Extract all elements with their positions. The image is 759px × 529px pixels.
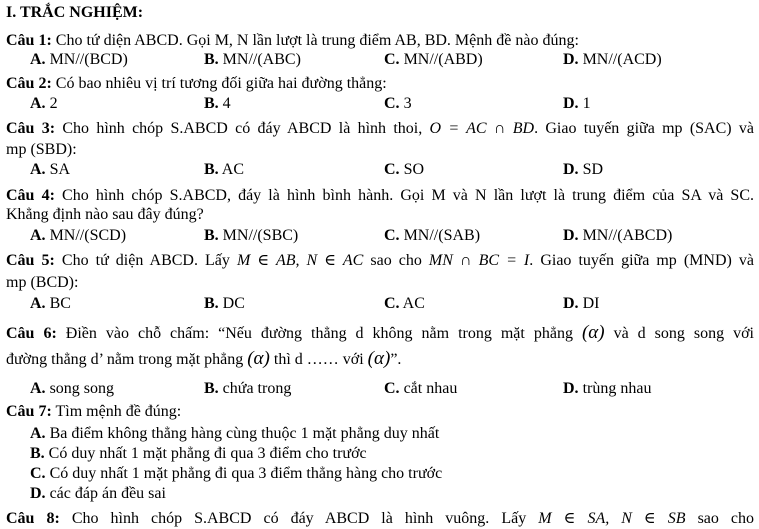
q7-option-c: C. Có duy nhất 1 mặt phẳng đi qua 3 điểm thẳng hàng cho trước — [30, 465, 443, 482]
q6-option-d: D. trùng nhau — [563, 380, 652, 397]
q1-option-a: A. MN//(BCD) — [30, 51, 128, 68]
question-label: Câu 5: — [6, 252, 55, 269]
q4-option-c: C. MN//(SAB) — [384, 227, 481, 244]
alpha-plane-symbol: (α) — [367, 348, 391, 369]
q7-option-b: B. Có duy nhất 1 mặt phẳng đi qua 3 điểm cho trước — [30, 445, 367, 462]
question-label: Câu 8: — [6, 510, 60, 527]
alpha-plane-symbol: (α) — [581, 322, 605, 343]
question-text: Cho tứ diện ABCD. Gọi M, N lần lượt là trung điểm AB, BD. Mệnh đề nào đúng: — [51, 32, 579, 49]
q3-option-a: A. SA — [30, 161, 71, 178]
question-label: Câu 6: — [6, 325, 57, 342]
question-4-cont: Khẳng định nào sau đây đúng? — [6, 206, 204, 223]
math-expression: MN ∩ BC = I — [428, 252, 530, 269]
question-7 — [6, 402, 181, 422]
question-4: Câu 4: Cho hình chóp S.ABCD, đáy là hình bình hành. Gọi M và N lần lượt là trung điểm của SA và SC. — [6, 187, 755, 204]
math-expression: M ∈ SA, N ∈ SB — [538, 510, 686, 527]
question-label: Câu 1: — [6, 32, 52, 49]
q2-option-d: D. 1 — [563, 95, 591, 112]
q7-option-a: A. Ba điểm không thẳng hàng cùng thuộc 1 mặt phẳng duy nhất — [30, 425, 440, 442]
q5-option-b: B. DC — [204, 295, 245, 312]
q6-option-b: B. chứa trong — [204, 380, 292, 397]
question-3-cont: mp (SBD): — [6, 141, 77, 158]
question-8: Câu 8: Cho hình chóp S.ABCD có đáy ABCD là hình vuông. Lấy M ∈ SA, N ∈ SB sao cho — [6, 510, 755, 527]
q2-option-a: A. 2 — [30, 95, 58, 112]
q1-option-c: C. MN//(ABD) — [384, 51, 483, 68]
question-6: Câu 6: Điền vào chỗ chấm: “Nếu đường thẳng d không nằm trong mặt phẳng (α) và d song song với — [6, 322, 755, 343]
section-title: I. TRẮC NGHIỆM: — [6, 4, 144, 21]
q2-option-b: B. 4 — [204, 95, 231, 112]
question-text: Có bao nhiêu vị trí tương đối giữa hai đường thẳng: — [51, 75, 387, 92]
math-expression: M ∈ AB, N ∈ AC — [236, 252, 364, 269]
q4-option-b: B. MN//(SBC) — [204, 227, 299, 244]
question-label: Câu 2: — [6, 75, 52, 92]
question-label: Câu 4: — [6, 187, 55, 204]
q3-option-b: B. AC — [204, 161, 245, 178]
q3-option-c: C. SO — [384, 161, 425, 178]
math-expression: O = AC ∩ BD — [429, 120, 535, 137]
q7-option-d: D. các đáp án đều sai — [30, 485, 166, 502]
q4-option-a: A. MN//(SCD) — [30, 227, 127, 244]
question-3: Câu 3: Cho hình chóp S.ABCD có đáy ABCD là hình thoi, O = AC ∩ BD. Giao tuyến giữa mp (SAC) và — [6, 120, 755, 137]
q3-option-d: D. SD — [563, 161, 604, 178]
q6-option-a: A. song song — [30, 380, 115, 397]
question-5: Câu 5: Cho tứ diện ABCD. Lấy M ∈ AB, N ∈ AC sao cho MN ∩ BC = I. Giao tuyến giữa mp (MND) và — [6, 252, 754, 269]
question-5-cont: mp (BCD): — [6, 274, 79, 291]
q6-option-c: C. cắt nhau — [384, 380, 458, 397]
q5-option-a: A. BC — [30, 295, 71, 312]
q4-option-d: D. MN//(ABCD) — [563, 227, 673, 244]
alpha-plane-symbol: (α) — [247, 348, 270, 369]
q2-option-c: C. 3 — [384, 95, 412, 112]
q1-option-b: B. MN//(ABC) — [204, 51, 301, 68]
question-label: Câu 3: — [6, 120, 56, 137]
question-label: Câu 7: — [6, 403, 52, 420]
question-2 — [6, 74, 387, 94]
question-1 — [6, 31, 579, 51]
q1-option-d: D. MN//(ACD) — [563, 51, 662, 68]
q5-option-c: C. AC — [384, 295, 425, 312]
question-6-cont: đường thẳng d’ nằm trong mặt phẳng (α) thì d …… với (α)”. — [6, 348, 402, 369]
question-text: Tìm mệnh đề đúng: — [51, 403, 182, 420]
q5-option-d: D. DI — [563, 295, 600, 312]
